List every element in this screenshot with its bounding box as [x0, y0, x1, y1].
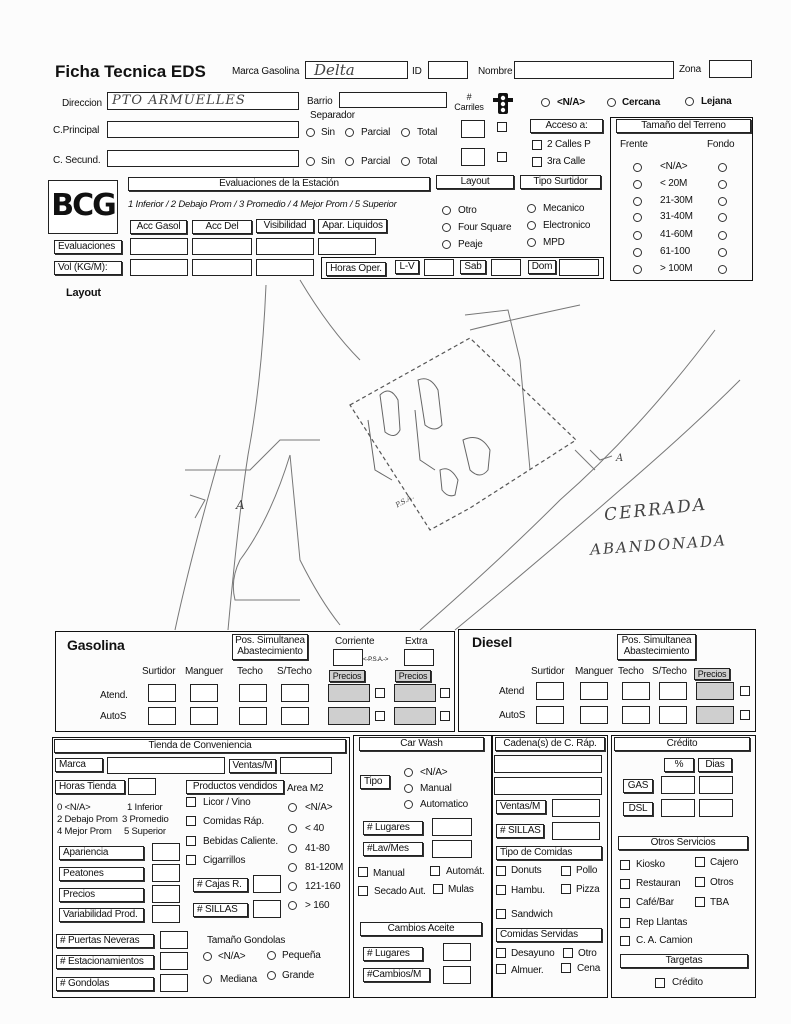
gasolina-precios-corriente: Precios: [329, 670, 365, 682]
rep-llantas-label: Rep Llantas: [636, 917, 688, 928]
pizza-label: Pizza: [576, 884, 600, 895]
restauran-checkbox[interactable]: [620, 879, 630, 889]
gondola-na-radio[interactable]: [203, 952, 212, 961]
cena-checkbox[interactable]: [561, 963, 571, 973]
rep-llantas-checkbox[interactable]: [620, 918, 630, 928]
terreno-option-label: < 20M: [660, 178, 688, 189]
rating-field[interactable]: [152, 905, 180, 923]
gasolina-col-manguer: Manguer: [185, 666, 224, 677]
layout-sketch-label: Layout: [66, 287, 101, 299]
gasolina-cell-field[interactable]: [148, 684, 176, 702]
credito-dsl-label: DSL: [623, 802, 653, 816]
cena-label: Cena: [577, 963, 601, 974]
carwash-na-label: <N/A>: [420, 767, 448, 778]
sketch-arrow-a-left: A: [236, 498, 245, 512]
gasolina-pos-label: Pos. Simultanea Abastecimiento: [232, 634, 308, 660]
tienda-ventas-label: Ventas/M: [229, 759, 276, 773]
csecund-parcial-label: Parcial: [361, 156, 391, 167]
scale-line-2: 2 Debajo Prom: [57, 814, 118, 825]
acceso-title: Acceso a:: [530, 119, 603, 133]
area-label: > 160: [305, 900, 330, 911]
barrio-label: Barrio: [307, 96, 333, 107]
gasolina-cell-field[interactable]: [239, 684, 267, 702]
diesel-cell-field[interactable]: [622, 682, 650, 700]
cadena-ventas-label: Ventas/M: [496, 800, 546, 814]
cambios-m-field[interactable]: [443, 966, 471, 984]
diesel-precios-label: Precios: [694, 668, 730, 680]
tienda-marca-field[interactable]: [107, 757, 225, 774]
tienda-title: Tienda de Conveniencia: [54, 739, 346, 753]
gasolina-title: Gasolina: [67, 637, 125, 653]
scale-line-5: 5 Superior: [124, 826, 166, 837]
tipo-comidas-title: Tipo de Comidas: [496, 846, 602, 860]
rating-label: Peatones: [59, 867, 144, 881]
gasolina-precio-corriente-checkbox[interactable]: [375, 688, 385, 698]
sandwich-checkbox[interactable]: [496, 909, 506, 919]
gasolina-row-atend: Atend.: [100, 690, 128, 701]
producto-label: Cigarrillos: [203, 855, 246, 866]
rating-field[interactable]: [152, 885, 180, 903]
col-apar-liquidos: Apar. Liquidos: [318, 219, 387, 233]
producto-label: Licor / Vino: [203, 797, 251, 808]
carwash-manual-chk-label: Manual: [373, 868, 405, 879]
layout-otro-label: Otro: [458, 205, 477, 216]
area-radio[interactable]: [288, 803, 297, 812]
gondolas-label: # Gondolas: [56, 977, 154, 991]
diesel-col-techo: Techo: [618, 666, 644, 677]
tienda-horas-label: Horas Tienda: [55, 780, 125, 794]
carwash-tipo-label: Tipo: [360, 775, 390, 789]
cadena-sillas-label: # SILLAS: [496, 824, 544, 838]
rating-label: Apariencia: [59, 846, 144, 860]
producto-label: Bebidas Caliente.: [203, 836, 278, 847]
ca-camion-checkbox[interactable]: [620, 936, 630, 946]
gasolina-cell-field[interactable]: [190, 707, 218, 725]
fondo-label: Fondo: [707, 139, 735, 150]
ca-camion-label: C. A. Camion: [636, 935, 693, 946]
gasolina-precio-extra-checkbox[interactable]: [440, 688, 450, 698]
tienda-sillas-label: # SILLAS: [193, 903, 248, 917]
diesel-row-autos: AutoS: [499, 710, 526, 721]
cercana-label: Cercana: [622, 97, 661, 108]
id-label: ID: [412, 66, 422, 77]
tam-gondolas-label: Tamaño Gondolas: [207, 935, 286, 946]
gasolina-precio-corriente-field[interactable]: [328, 707, 370, 725]
kiosko-checkbox[interactable]: [620, 860, 630, 870]
carriles-na-label: <N/A>: [557, 97, 585, 108]
area-label: 41-80: [305, 843, 330, 854]
col-visibilidad: Visibilidad: [256, 219, 314, 233]
gondola-pequena-label: Pequeña: [282, 950, 321, 961]
marca-value: Delta: [314, 61, 355, 79]
area-radio[interactable]: [288, 844, 297, 853]
cajero-label: Cajero: [710, 857, 739, 868]
lejana-label: Lejana: [701, 96, 732, 107]
area-radio[interactable]: [288, 863, 297, 872]
frente-label: Frente: [620, 139, 648, 150]
pollo-label: Pollo: [576, 865, 598, 876]
carwash-secado-label: Secado Aut.: [374, 886, 426, 897]
comidas-servidas-title: Comidas Servidas: [496, 928, 602, 942]
terreno-option-label: 31-40M: [660, 211, 693, 222]
donuts-checkbox[interactable]: [496, 866, 506, 876]
producto-label: Comidas Ráp.: [203, 816, 264, 827]
carwash-automatico-label: Automatico: [420, 799, 469, 810]
rating-label: Precios: [59, 888, 144, 902]
diesel-cell-field[interactable]: [536, 706, 564, 724]
diesel-cell-field[interactable]: [580, 682, 608, 700]
terreno-option-label: <N/A>: [660, 161, 688, 172]
gondola-grande-radio[interactable]: [267, 971, 276, 980]
gasolina-cell-field[interactable]: [281, 707, 309, 725]
area-radio[interactable]: [288, 882, 297, 891]
col-acc-gasol: Acc Gasol: [130, 220, 187, 234]
diesel-pos-label: Pos. Simultanea Abastecimiento: [617, 634, 696, 660]
terreno-title: Tamaño del Terreno: [616, 119, 751, 133]
kiosko-label: Kiosko: [636, 859, 665, 870]
credito-title: Crédito: [614, 737, 750, 751]
diesel-cell-field[interactable]: [659, 682, 687, 700]
tab-tipo-surtidor[interactable]: Tipo Surtidor: [520, 175, 601, 189]
diesel-col-stecho: S/Techo: [652, 666, 687, 677]
otros-servicios-title: Otros Servicios: [618, 836, 748, 850]
hambu-label: Hambu.: [511, 885, 545, 896]
tienda-sillas-field[interactable]: [253, 900, 281, 918]
credito-gas-label: GAS: [623, 779, 653, 793]
diesel-cell-field[interactable]: [622, 706, 650, 724]
gasolina-corriente-label: Corriente: [335, 636, 375, 647]
carwash-manual-checkbox[interactable]: [358, 867, 368, 877]
gasolina-col-techo: Techo: [237, 666, 263, 677]
diesel-cell-field[interactable]: [659, 706, 687, 724]
cambios-lugares-field[interactable]: [443, 943, 471, 961]
direccion-label: Direccion: [62, 98, 102, 109]
horas-label: Horas Oper.: [326, 262, 386, 276]
carwash-lavmes-field[interactable]: [432, 840, 472, 858]
sketch-psa-label: P.S.A.: [394, 492, 416, 510]
scale-line-1: 1 Inferior: [127, 802, 163, 813]
diesel-col-manguer: Manguer: [575, 666, 614, 677]
diesel-cell-field[interactable]: [580, 706, 608, 724]
cprincipal-label: C.Principal: [53, 125, 100, 136]
gasolina-col-surtidor: Surtidor: [142, 666, 176, 677]
scale-line-0: 0 <N/A>: [57, 802, 91, 813]
tienda-ventas-field[interactable]: [280, 757, 332, 774]
cajero-checkbox[interactable]: [695, 857, 705, 867]
cafebar-label: Café/Bar: [636, 897, 674, 908]
tienda-marca-label: Marca: [55, 758, 103, 772]
gasolina-col-stecho: S/Techo: [277, 666, 312, 677]
sketch-note-cerrada: CERRADA: [603, 494, 708, 526]
tienda-horas-field[interactable]: [128, 778, 156, 795]
gasolina-precio-extra-field[interactable]: [394, 684, 436, 702]
acceso-2calles-label: 2 Calles P: [547, 139, 591, 150]
targetas-title: Targetas: [620, 954, 748, 968]
estacionamientos-label: # Estacionamientos: [56, 955, 154, 969]
credito-dsl-pct-field[interactable]: [661, 799, 695, 817]
pollo-checkbox[interactable]: [561, 866, 571, 876]
carwash-manual-radio[interactable]: [404, 784, 413, 793]
rating-field[interactable]: [152, 843, 180, 861]
carwash-lugares-label: # Lugares: [363, 821, 423, 835]
gasolina-precio-extra-checkbox[interactable]: [440, 711, 450, 721]
terreno-option-label: 21-30M: [660, 195, 693, 206]
productos-title: Productos vendidos: [186, 780, 284, 794]
gasolina-extra-label: Extra: [405, 636, 428, 647]
carwash-automatico-radio[interactable]: [404, 800, 413, 809]
evaluaciones-scale: 1 Inferior / 2 Debajo Prom / 3 Promedio / 4 Mejor Prom / 5 Superior: [128, 199, 397, 210]
almuer-checkbox[interactable]: [496, 964, 506, 974]
lv-label: L-V: [395, 260, 419, 274]
puertas-field[interactable]: [160, 931, 188, 949]
layout-peaje-label: Peaje: [458, 239, 483, 250]
producto-checkbox[interactable]: [186, 797, 196, 807]
gondola-pequena-radio[interactable]: [267, 951, 276, 960]
carwash-na-radio[interactable]: [404, 768, 413, 777]
csecund-total-label: Total: [417, 156, 438, 167]
zona-label: Zona: [679, 64, 701, 75]
gasolina-psa-label: <-P.S.A.->: [363, 657, 389, 663]
diesel-title: Diesel: [472, 634, 513, 650]
sketch-note-abandonada: ABANDONADA: [589, 531, 728, 559]
tba-checkbox[interactable]: [695, 897, 705, 907]
area-label: 81-120M: [305, 862, 344, 873]
diesel-cell-field[interactable]: [536, 682, 564, 700]
csecund-sin-label: Sin: [321, 156, 335, 167]
form-title: Ficha Tecnica EDS: [55, 62, 206, 81]
estacionamientos-field[interactable]: [160, 952, 188, 970]
sketch-arrow-a-right: A: [616, 453, 624, 464]
pizza-checkbox[interactable]: [561, 884, 571, 894]
gondola-mediana-radio[interactable]: [203, 975, 212, 984]
cprincipal-parcial-label: Parcial: [361, 127, 391, 138]
row-evaluaciones: Evaluaciones: [54, 240, 122, 254]
cajas-label: # Cajas R.: [193, 878, 248, 892]
puertas-label: # Puertas Neveras: [56, 934, 154, 948]
carwash-automat-label: Automát.: [446, 866, 485, 877]
surtidor-mecanico-label: Mecanico: [543, 203, 585, 214]
cadena-title: Cadena(s) de C. Ráp.: [495, 737, 605, 751]
donuts-label: Donuts: [511, 865, 542, 876]
nombre-label: Nombre: [478, 66, 513, 77]
producto-checkbox[interactable]: [186, 816, 196, 826]
rating-field[interactable]: [152, 864, 180, 882]
cprincipal-total-label: Total: [417, 127, 438, 138]
cprincipal-sin-label: Sin: [321, 127, 335, 138]
area-label: <N/A>: [305, 802, 333, 813]
credito-checkbox[interactable]: [655, 978, 665, 988]
cadena-ventas-field[interactable]: [552, 799, 600, 817]
col-acc-del: Acc Del: [192, 220, 252, 234]
cambios-title: Cambios Aceite: [360, 922, 482, 936]
sandwich-label: Sandwich: [511, 909, 553, 920]
row-vol: Vol (KG/M):: [54, 261, 122, 275]
credito-dsl-dias-field[interactable]: [699, 799, 733, 817]
credito-chk-label: Crédito: [672, 977, 703, 988]
gasolina-corriente-field[interactable]: [333, 649, 363, 666]
gasolina-precio-corriente-checkbox[interactable]: [375, 711, 385, 721]
gasolina-precios-extra: Precios: [395, 670, 431, 682]
surtidor-electronico-label: Electronico: [543, 220, 591, 231]
cambios-m-label: #Cambios/M: [363, 968, 430, 982]
evaluaciones-title: Evaluaciones de la Estación: [128, 177, 430, 191]
separador-label: Separador: [310, 110, 355, 121]
credito-pct-label: %: [664, 758, 694, 772]
gondola-na-label: <N/A>: [218, 951, 246, 962]
hambu-checkbox[interactable]: [496, 885, 506, 895]
csecund-label: C. Secund.: [53, 155, 101, 166]
carriles-label: # Carriles: [454, 92, 484, 112]
surtidor-mpd-label: MPD: [543, 237, 565, 248]
cadena-sillas-field[interactable]: [552, 822, 600, 840]
layout-foursquare-label: Four Square: [458, 222, 512, 233]
otro-label: Otro: [578, 948, 597, 959]
producto-checkbox[interactable]: [186, 836, 196, 846]
gasolina-extra-field[interactable]: [404, 649, 434, 666]
terreno-option-label: > 100M: [660, 263, 693, 274]
cadena-field-2[interactable]: [494, 777, 602, 795]
area-label: 121-160: [305, 881, 341, 892]
gasolina-row-autos: AutoS: [100, 711, 127, 722]
area-radio[interactable]: [288, 901, 297, 910]
gasolina-cell-field[interactable]: [239, 707, 267, 725]
diesel-precio-checkbox[interactable]: [740, 686, 750, 696]
gasolina-cell-field[interactable]: [190, 684, 218, 702]
cambios-lugares-label: # Lugares: [363, 947, 423, 961]
credito-gas-pct-field[interactable]: [661, 776, 695, 794]
carwash-manual-label: Manual: [420, 783, 452, 794]
carwash-automat-checkbox[interactable]: [430, 866, 440, 876]
diesel-precio-field[interactable]: [696, 706, 734, 724]
sab-label: Sab: [460, 260, 486, 274]
area-label: < 40: [305, 823, 324, 834]
otro-checkbox[interactable]: [563, 948, 573, 958]
desayuno-checkbox[interactable]: [496, 948, 506, 958]
diesel-row-atend: Atend: [499, 686, 525, 697]
diesel-precio-checkbox[interactable]: [740, 710, 750, 720]
gasolina-precio-extra-field[interactable]: [394, 707, 436, 725]
rating-label: Variabilidad Prod.: [59, 908, 144, 922]
credito-dias-label: Dias: [698, 758, 732, 772]
desayuno-label: Desayuno: [511, 948, 555, 959]
almuer-label: Almuer.: [511, 965, 544, 976]
cajas-field[interactable]: [253, 875, 281, 893]
carwash-lavmes-label: #Lav/Mes: [363, 842, 423, 856]
cadena-field-1[interactable]: [494, 755, 602, 773]
scale-line-4: 4 Mejor Prom: [57, 826, 112, 837]
scale-line-3: 3 Promedio: [122, 814, 169, 825]
carwash-title: Car Wash: [359, 737, 484, 751]
gondola-mediana-label: Mediana: [220, 974, 257, 985]
terreno-option-label: 61-100: [660, 246, 690, 257]
gasolina-cell-field[interactable]: [148, 707, 176, 725]
area-title: Area M2: [287, 783, 324, 794]
restauran-label: Restauran: [636, 878, 681, 889]
carwash-mulas-checkbox[interactable]: [433, 884, 443, 894]
carwash-lugares-field[interactable]: [432, 818, 472, 836]
direccion-value: PTO ARMUELLES: [112, 93, 246, 108]
acceso-3racalle-label: 3ra Calle: [547, 156, 586, 167]
credito-gas-dias-field[interactable]: [699, 776, 733, 794]
tba-label: TBA: [710, 897, 729, 908]
dom-label: Dom: [528, 260, 556, 274]
gondola-grande-label: Grande: [282, 970, 315, 981]
marca-label: Marca Gasolina: [232, 66, 300, 77]
gasolina-cell-field[interactable]: [281, 684, 309, 702]
producto-checkbox[interactable]: [186, 855, 196, 865]
diesel-col-surtidor: Surtidor: [531, 666, 565, 677]
area-radio[interactable]: [288, 824, 297, 833]
otros-label: Otros: [710, 877, 734, 888]
cafebar-checkbox[interactable]: [620, 898, 630, 908]
gondolas-field[interactable]: [160, 974, 188, 992]
gasolina-precio-corriente-field[interactable]: [328, 684, 370, 702]
tab-layout[interactable]: Layout: [436, 175, 514, 189]
carwash-secado-checkbox[interactable]: [358, 886, 368, 896]
terreno-option-label: 41-60M: [660, 229, 693, 240]
diesel-precio-field[interactable]: [696, 682, 734, 700]
carwash-mulas-label: Mulas: [448, 884, 474, 895]
bcg-logo-text: BCG: [51, 188, 115, 223]
otros-checkbox[interactable]: [695, 877, 705, 887]
